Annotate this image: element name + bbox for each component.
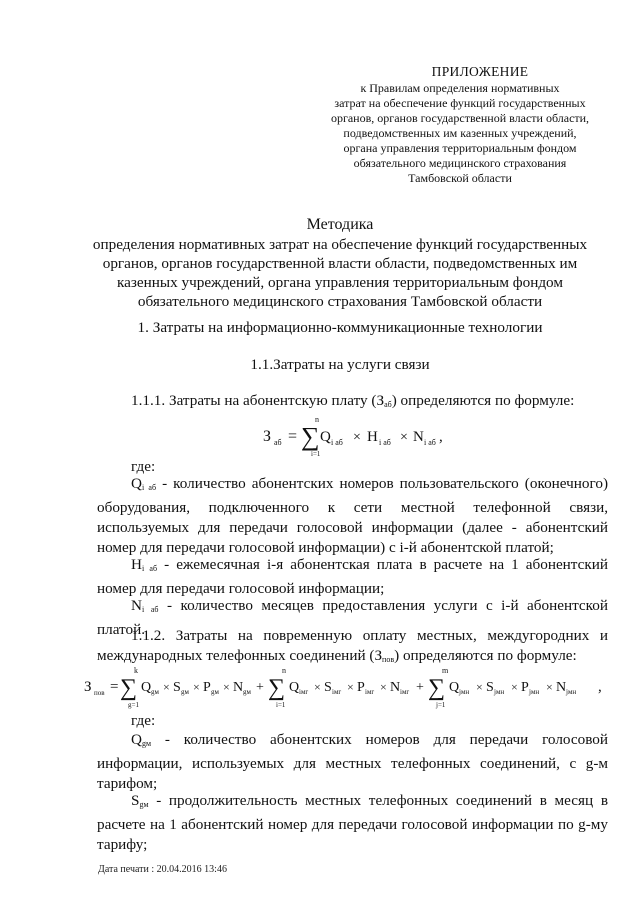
formula-abonent-fee [263, 412, 463, 456]
appendix-line: обязательного медицинского страхования [353, 156, 567, 170]
term-sub: gм [151, 688, 159, 696]
formula-comma: , [598, 679, 602, 695]
definition-q-ab [97, 474, 608, 558]
times-sign: × [223, 680, 230, 694]
term-sub: jмн [494, 688, 505, 696]
paragraph-text: ) определяются по формуле: [394, 647, 577, 664]
term: Q [449, 680, 460, 695]
definition-text: - количество абонентских номеров для передачи голосовой информации, используемых для местных телефонных соединений, с g-м тарифом; [97, 731, 608, 792]
paragraph-text: ) определяются по формуле: [391, 392, 575, 409]
definition-text: - продолжительность местных телефонных соединений в месяц в расчете на 1 абонентский номер для передачи голосовой информации по g-му тарифу; [97, 792, 608, 853]
term-n-sub: i аб [424, 438, 436, 447]
sum-upper-limit: n [315, 415, 319, 424]
sum-lower-limit: i=1 [276, 701, 286, 709]
symbol: H [131, 556, 142, 573]
where-label: где: [131, 712, 156, 729]
symbol: З [374, 647, 383, 664]
symbol: Q [131, 731, 142, 748]
term: N [556, 680, 567, 695]
symbol: З [376, 392, 385, 409]
term-sub: gм [181, 688, 189, 696]
method-title: Методика [306, 216, 374, 233]
term-sub: iмг [400, 688, 410, 696]
term-sub: gм [211, 688, 219, 696]
appendix-header [300, 64, 620, 186]
formula-lhs: З [263, 428, 272, 445]
sum-sign: ∑ [428, 675, 446, 701]
sum-upper-limit: k [134, 666, 138, 675]
term: Q [289, 680, 300, 695]
times-sign: × [400, 430, 408, 445]
term-sub: jмн [566, 688, 577, 696]
sum-sign: ∑ [301, 422, 320, 451]
method-heading [60, 215, 620, 311]
paragraph-text: 1.1.2. Затраты на повременную оплату местных, междугородних и международных телефонных соединений ( [97, 627, 608, 664]
formula-comma: , [439, 429, 443, 445]
symbol-subscript: gм [139, 800, 149, 809]
method-line: органов, органов государственной власти области, подведомственных им [102, 255, 578, 272]
formula-lhs: З [84, 679, 92, 695]
appendix-title: ПРИЛОЖЕНИЕ [431, 64, 529, 79]
plus-sign: + [256, 680, 264, 695]
term: S [173, 680, 181, 695]
times-sign: × [380, 680, 387, 694]
term: Q [141, 680, 152, 695]
appendix-line: органов, органов государственной власти области, [330, 111, 590, 125]
paragraph-text: 1.1.1. Затраты на абонентскую плату ( [131, 392, 377, 409]
term-sub: jмн [459, 688, 470, 696]
term-q: Q [320, 429, 331, 445]
term: P [203, 680, 211, 695]
term-h: H [367, 429, 378, 445]
method-line: обязательного медицинского страхования Тамбовской области [137, 293, 543, 310]
term-sub: iмг [332, 688, 342, 696]
symbol: Q [131, 475, 142, 492]
appendix-line: подведомственных им казенных учреждений, [343, 126, 577, 140]
term-q-sub: i аб [331, 438, 343, 447]
term-sub: iмг [299, 688, 309, 696]
term: P [521, 680, 529, 695]
method-line: определения нормативных затрат на обеспечение функций государственных [92, 236, 588, 253]
symbol-subscript: i аб [141, 483, 157, 492]
times-sign: × [193, 680, 200, 694]
definition-h-ab [97, 555, 608, 599]
times-sign: × [511, 680, 518, 694]
definition-text: - количество абонентских номеров пользовательского (оконечного) оборудования, подключенного к сети местной телефонной связи, используемых для передачи голосовой информации (далее - абонентский номер для передачи голосовой информации) с i-й абонентской платой; [97, 475, 609, 556]
term: N [390, 680, 401, 695]
times-sign: × [163, 680, 170, 694]
term-sub: jмн [529, 688, 540, 696]
plus-sign: + [416, 680, 424, 695]
times-sign: × [314, 680, 321, 694]
definition-text: - ежемесячная i-я абонентская плата в расчете на 1 абонентский номер для передачи голосовой информации; [97, 556, 609, 597]
symbol: N [131, 597, 142, 614]
appendix-line: органа управления территориальным фондом [343, 141, 577, 155]
formula-lhs-sub: аб [274, 438, 282, 447]
sum-upper-limit: m [442, 666, 449, 675]
sum-lower-limit: j=1 [436, 701, 446, 709]
method-line: казенных учреждений, органа управления территориальным фондом [117, 274, 563, 291]
term: N [233, 680, 244, 695]
term-sub: iмг [365, 688, 375, 696]
symbol: S [131, 792, 140, 809]
appendix-line: Тамбовской области [408, 171, 512, 185]
term: S [324, 680, 332, 695]
section-1-heading: 1. Затраты на информационно-коммуникационные технологии [137, 319, 543, 336]
term-h-sub: i аб [379, 438, 391, 447]
definition-s-gm [97, 791, 608, 855]
sum-sign: ∑ [120, 675, 138, 701]
sum-upper-limit: n [282, 666, 286, 675]
symbol-subscript: gм [141, 739, 152, 748]
formula-lhs-sub: пов [94, 689, 105, 697]
times-sign: × [476, 680, 483, 694]
times-sign: × [546, 680, 553, 694]
formula-equals: = [110, 679, 119, 695]
sum-sign: ∑ [268, 675, 286, 701]
term-n: N [413, 429, 424, 445]
section-1-1-heading: 1.1.Затраты на услуги связи [250, 356, 430, 373]
print-date-footer: Дата печати : 20.04.2016 13:46 [98, 864, 227, 875]
where-label: где: [131, 458, 156, 475]
times-sign: × [353, 430, 361, 445]
symbol-subscript: i аб [141, 564, 158, 573]
appendix-line: затрат на обеспечение функций государственных [334, 96, 586, 110]
times-sign: × [347, 680, 354, 694]
definition-text: - количество месяцев предоставления услуги с i-й абонентской платой. [97, 597, 608, 638]
term: S [486, 680, 494, 695]
term: P [357, 680, 365, 695]
sum-lower-limit: i=1 [311, 450, 321, 456]
symbol-subscript: i аб [141, 605, 159, 614]
formula-time-based-fee [84, 664, 604, 710]
term-sub: gм [243, 688, 251, 696]
paragraph-1-1-1 [131, 392, 574, 410]
symbol-subscript: пов [382, 655, 395, 664]
formula-equals: = [288, 428, 298, 445]
appendix-line: к Правилам определения нормативных [360, 81, 560, 95]
definition-q-gm [97, 730, 608, 794]
sum-lower-limit: g=1 [128, 701, 139, 709]
symbol-subscript: аб [384, 400, 392, 409]
